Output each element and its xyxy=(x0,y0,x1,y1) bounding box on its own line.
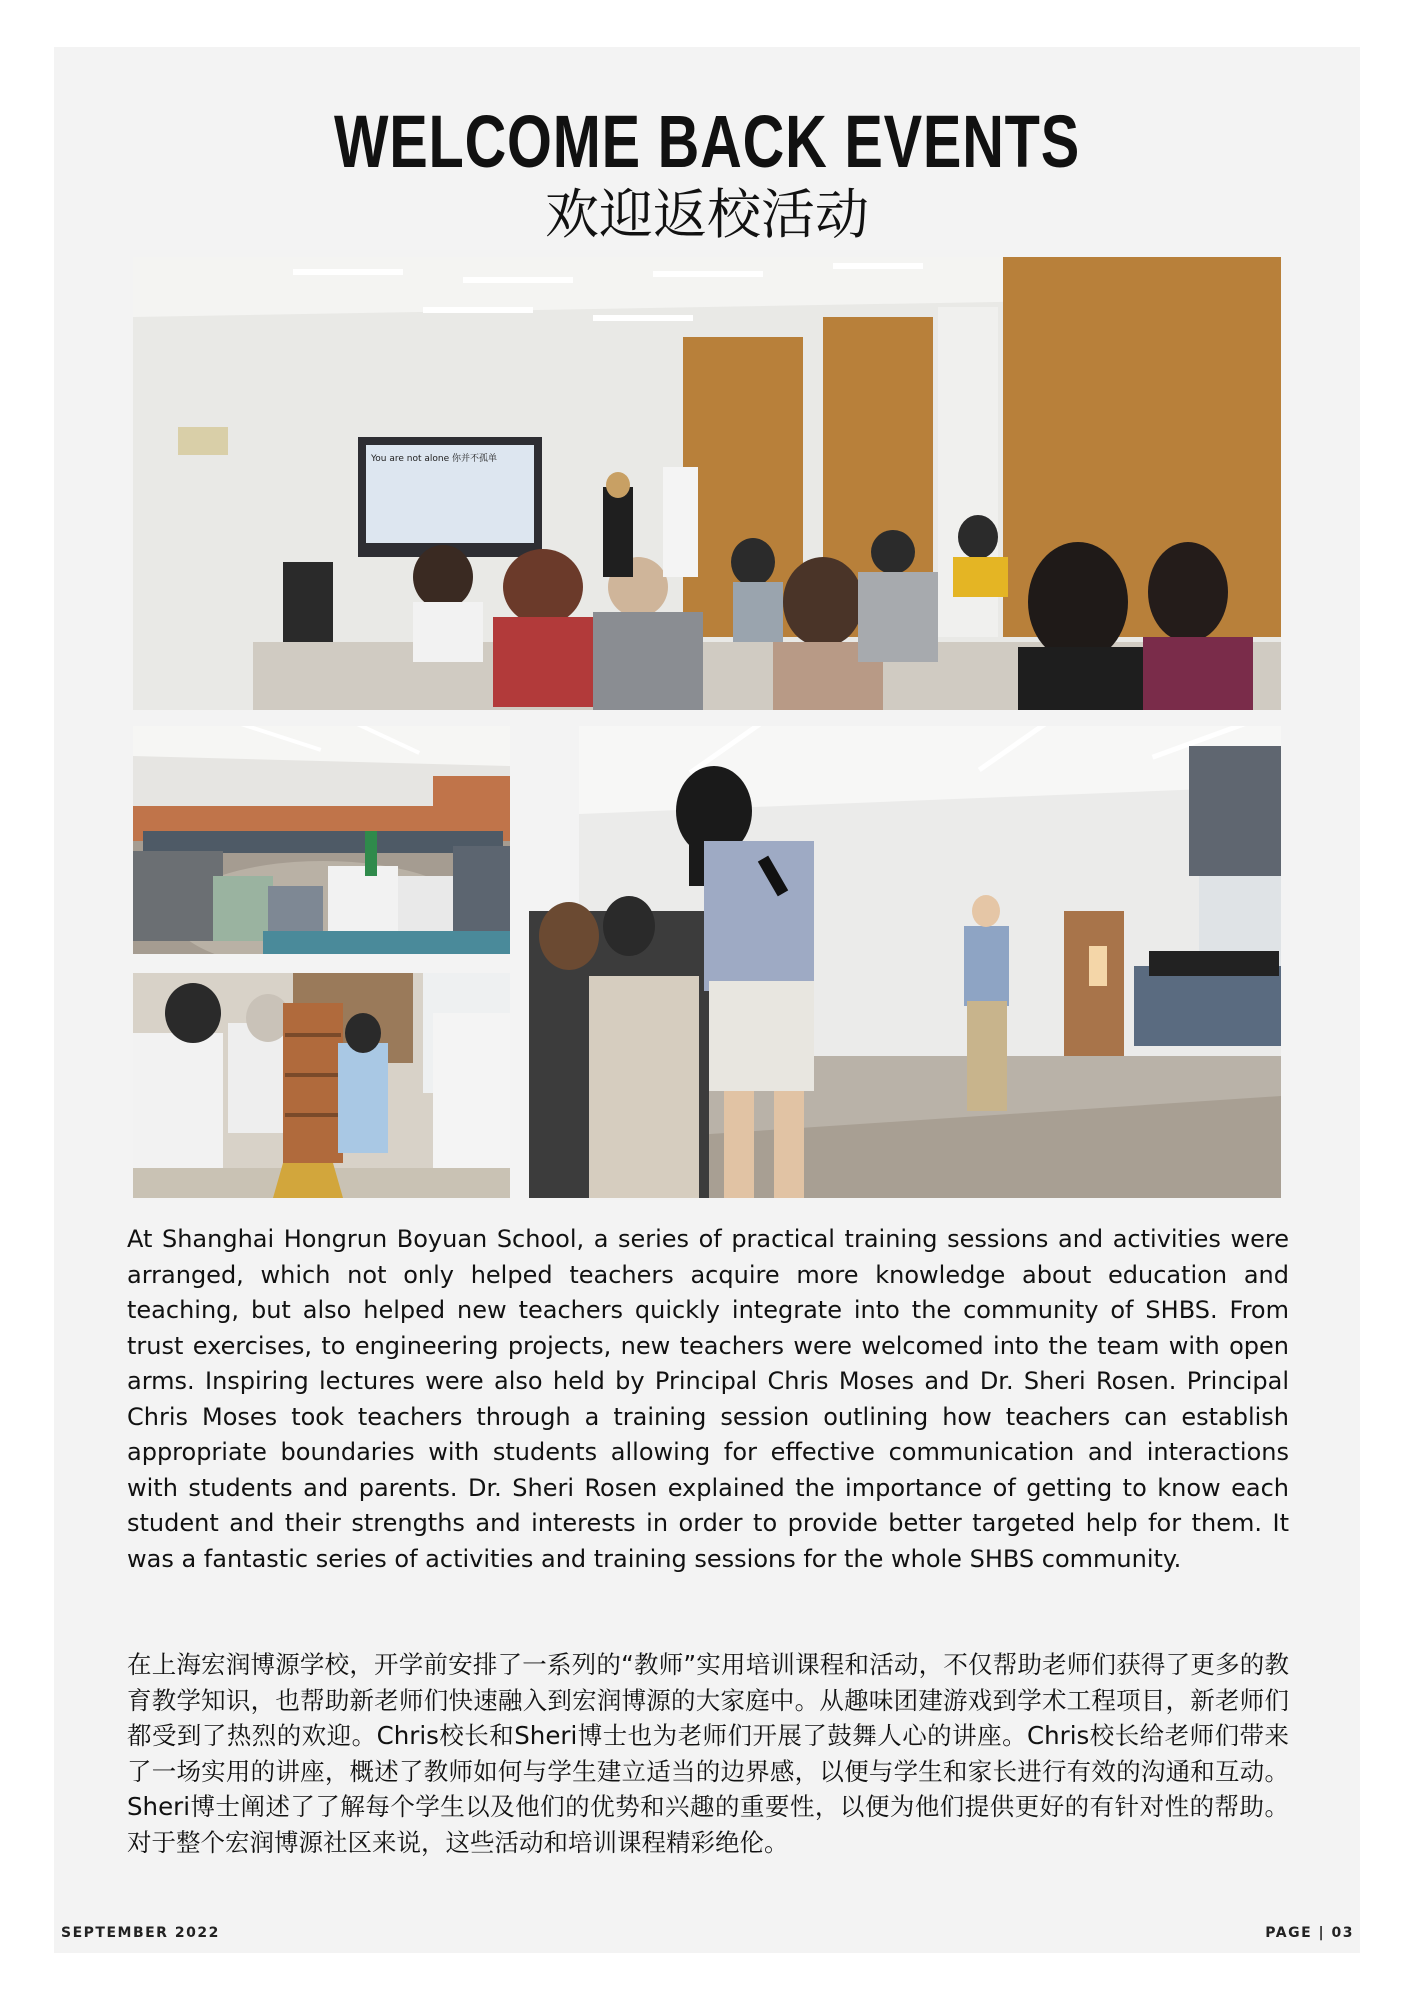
page-number: PAGE | 03 xyxy=(1265,1925,1354,1941)
speaker-photo xyxy=(529,726,1281,1198)
article-body-chinese: 在上海宏润博源学校，开学前安排了一系列的“教师”实用培训课程和活动，不仅帮助老师们获得了更多的教育教学知识，也帮助新老师们快速融入到宏润博源的大家庭中。从趣味团建游戏到学术工程项目，新老师们都受到了热烈的欢迎。Chris校长和Sheri博士也为老师们开展了鼓舞人心的讲座。Chris校长给老师们带来了一场实用的讲座，概述了教师如何与学生建立适当的边界感，以便与学生和家长进行有效的沟通和互动。Sheri博士阐述了了解每个学生以及他们的优势和兴趣的重要性，以便为他们提供更好的有针对性的帮助。对于整个宏润博源社区来说，这些活动和培训课程精彩绝伦。 xyxy=(127,1650,1289,1857)
page-title: WELCOME BACK EVENTS xyxy=(334,100,1080,183)
issue-date: SEPTEMBER 2022 xyxy=(61,1925,220,1941)
article-body-english: At Shanghai Hongrun Boyuan School, a series of practical training sessions and activities were arranged, which not only helped teachers acquire more knowledge about education and teaching, but also helped new teachers quickly integrate into the community of SHBS. From trust exercises, to engineering projects, new teachers were welcomed into the team with open arms. Inspiring lectures were also held by Principal Chris Moses and Dr. Sheri Rosen. Principal Chris Moses took teachers through a training session outlining how teachers can establish appropriate boundaries with students allowing for effective communication and interactions with students and parents. Dr. Sheri Rosen explained the importance of getting to know each student and their strengths and interests in order to provide better targeted help for them. It was a fantastic series of activities and training sessions for the whole SHBS community. xyxy=(127,1225,1289,1573)
block-tower-photo xyxy=(133,973,510,1198)
circle-activity-photo xyxy=(133,726,510,954)
screen-title: You are not alone 你并不孤单 xyxy=(371,454,498,464)
lecture-room-photo xyxy=(133,257,1281,710)
page-title-chinese: 欢迎返校活动 xyxy=(545,183,869,246)
